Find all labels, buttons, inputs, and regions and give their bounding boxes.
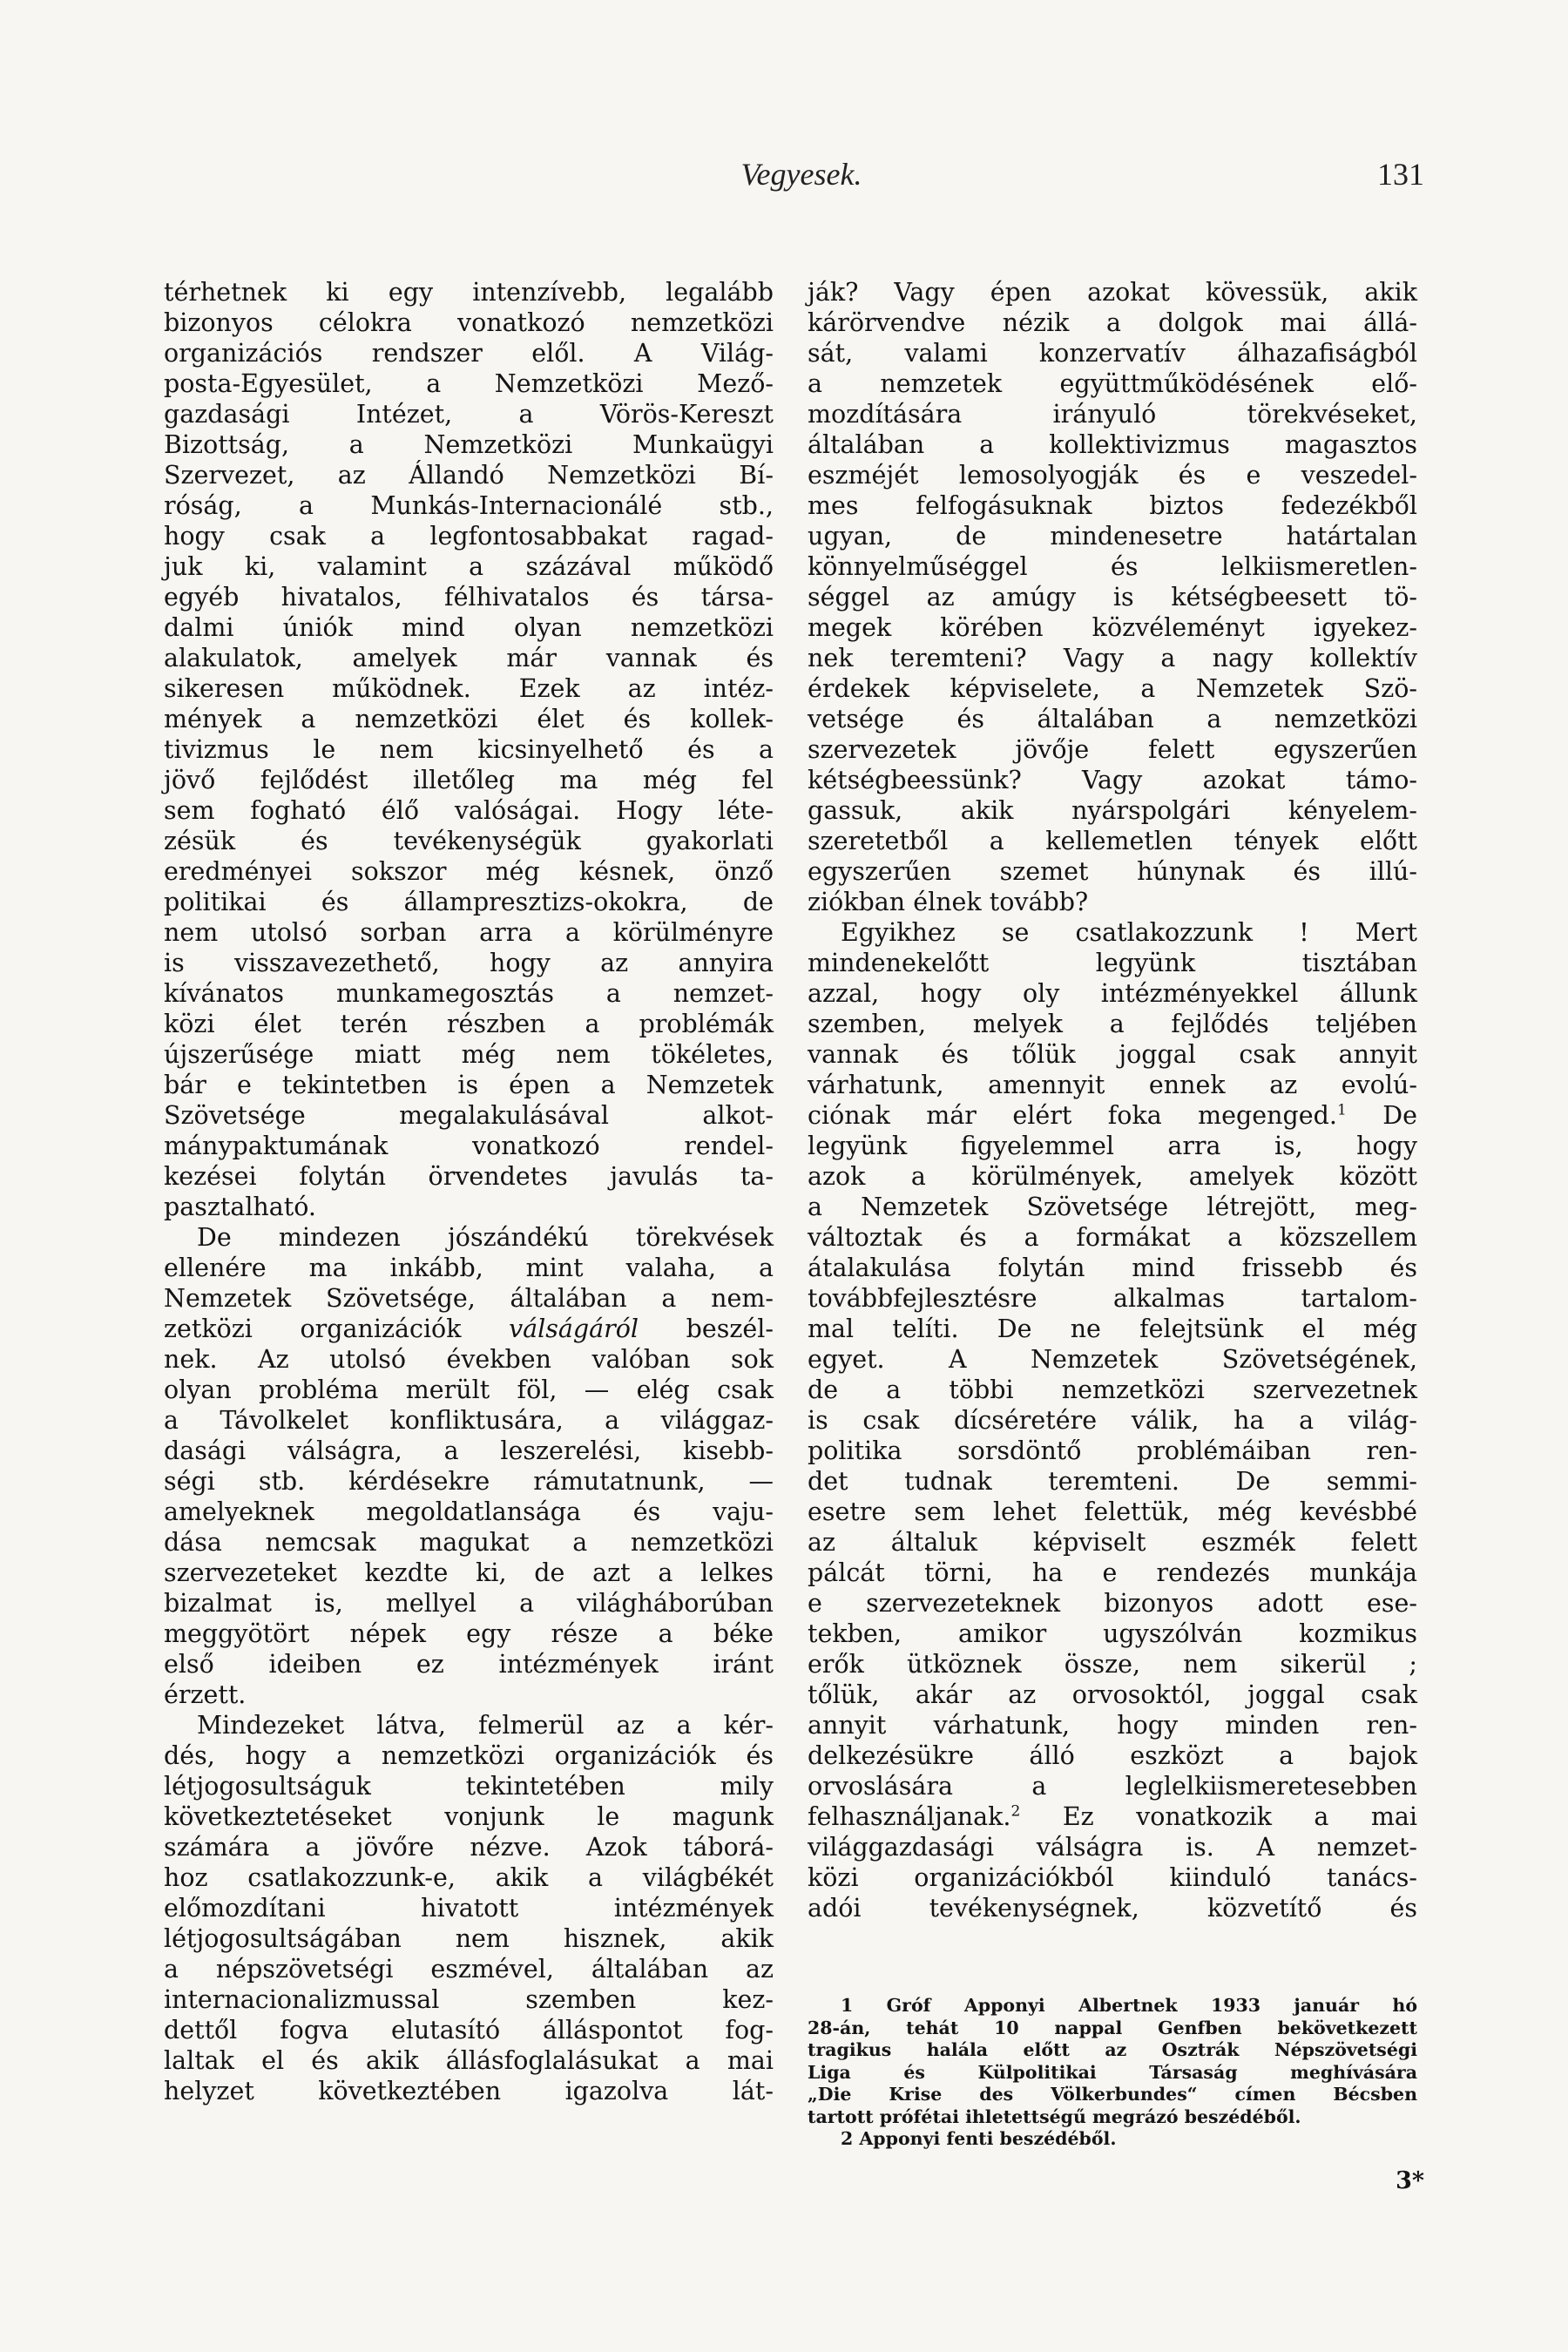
text-line: amelyeknek megoldatlansága és vaju-	[164, 1497, 774, 1526]
text-line: kívánatos munkamegosztás a nemzet-	[164, 979, 774, 1008]
text-line: gazdasági Intézet, a Vörös-Kereszt	[164, 400, 774, 429]
text-line: delkezésükre álló eszközt a bajok	[808, 1741, 1417, 1770]
text-line: posta-Egyesület, a Nemzetközi Mező-	[164, 369, 774, 398]
text-line: Egyikhez se csatlakozzunk ! Mert	[841, 918, 1417, 947]
text-line: Nemzetek Szövetsége, általában a nem-	[164, 1284, 774, 1313]
text-line: sát, valami konzervatív álhazafiságból	[808, 339, 1417, 368]
text-fragment: Ez vonatkozik a mai	[1020, 1802, 1417, 1831]
text-line: séggel az amúgy is kétségbeesett tö-	[808, 583, 1417, 612]
text-line: érzett.	[164, 1680, 247, 1709]
footnote-ref-2: 2	[1010, 1802, 1021, 1821]
text-line: a nemzetek együttműködésének elő-	[808, 369, 1417, 398]
text-line: organizációs rendszer elől. A Világ-	[164, 339, 774, 368]
text-line: pálcát törni, ha e rendezés munkája	[808, 1558, 1417, 1587]
text-line: dalmi úniók mind olyan nemzetközi	[164, 613, 774, 642]
text-line: politikai és állampresztizs-okokra, de	[164, 888, 774, 916]
italic-word: válságáról	[509, 1315, 639, 1343]
text-line: meggyötört népek egy része a béke	[164, 1619, 774, 1648]
text-line: azzal, hogy oly intézményekkel állunk	[808, 979, 1417, 1008]
text-fragment: felhasználjanak.	[808, 1802, 1011, 1831]
text-line: alakulatok, amelyek már vannak és	[164, 644, 774, 672]
text-line: sem fogható élő valóságai. Hogy léte-	[164, 796, 774, 825]
text-line: politika sorsdöntő problémáiban ren-	[808, 1436, 1417, 1465]
text-line: azok a körülmények, amelyek között	[808, 1162, 1417, 1191]
footnote-line: tragikus halála előtt az Osztrák Népszövetségi	[808, 2039, 1417, 2060]
text-line: szervezeteket kezdte ki, de azt a lelkes	[164, 1558, 774, 1587]
text-line: gassuk, akik nyárspolgári kényelem-	[808, 796, 1417, 825]
text-line: előmozdítani hivatott intézmények	[164, 1894, 774, 1923]
footnote-line: 1 Gróf Apponyi Albertnek 1933 január hó	[841, 1995, 1417, 2016]
text-fragment: ciónak már elért foka megenged.	[808, 1101, 1337, 1130]
footnote-line: tartott prófétai ihletettségű megrázó beszédéből.	[808, 2105, 1301, 2127]
text-line: bizonyos célokra vonatkozó nemzetközi	[164, 308, 774, 337]
text-line: pasztalható.	[164, 1193, 316, 1221]
text-line: mindenekelőtt legyünk tisztában	[808, 949, 1417, 977]
text-line: könnyelműséggel és lelkiismeretlen-	[808, 552, 1417, 581]
text-line: orvoslására a leglelkiismeretesebben	[808, 1772, 1417, 1801]
text-line: várhatunk, amennyit ennek az evolú-	[808, 1071, 1417, 1099]
text-line: Mindezeket látva, felmerül az a kér-	[197, 1711, 774, 1740]
text-line: dasági válságra, a leszerelési, kisebb-	[164, 1436, 774, 1465]
text-line: bár e tekintetben is épen a Nemzetek	[164, 1071, 774, 1099]
text-line: annyit várhatunk, hogy minden ren-	[808, 1711, 1417, 1740]
text-line: adói tevékenységnek, közvetítő és	[808, 1894, 1417, 1923]
text-line: tivizmus le nem kicsinyelhető és a	[164, 735, 774, 764]
text-line: dés, hogy a nemzetközi organizációk és	[164, 1741, 774, 1770]
text-line: ségi stb. kérdésekre rámutatnunk, —	[164, 1467, 774, 1496]
text-line: laltak el és akik állásfoglalásukat a mai	[164, 2046, 774, 2075]
text-line: a Nemzetek Szövetsége létrejött, meg-	[808, 1193, 1417, 1221]
text-line: vetsége és általában a nemzetközi	[808, 705, 1417, 733]
printer-signature: 3*	[1396, 2167, 1424, 2194]
footnote-line: Liga és Külpolitikai Társaság meghívására	[808, 2061, 1417, 2083]
text-line: det tudnak teremteni. De semmi-	[808, 1467, 1417, 1496]
footnote-ref-1: 1	[1336, 1101, 1347, 1119]
text-line: erők ütköznek össze, nem sikerül ;	[808, 1650, 1417, 1679]
text-line: változtak és a formákat a közszellem	[808, 1223, 1417, 1252]
text-line: ellenére ma inkább, mint valaha, a	[164, 1254, 774, 1282]
text-line: létjogosultságában nem hisznek, akik	[164, 1924, 774, 1953]
text-line: vannak és tőlük joggal csak annyit	[808, 1040, 1417, 1069]
text-line: szervezetek jövője felett egyszerűen	[808, 735, 1417, 764]
text-line: átalakulása folytán mind frissebb és	[808, 1254, 1417, 1282]
text-line: Szövetsége megalakulásával alkot-	[164, 1101, 774, 1130]
text-line: térhetnek ki egy intenzívebb, legalább	[164, 278, 774, 307]
text-line: olyan probléma merült föl, — elég csak	[164, 1375, 774, 1404]
text-line: mánypaktumának vonatkozó rendel-	[164, 1132, 774, 1160]
text-line: kezései folytán örvendetes javulás ta-	[164, 1162, 774, 1191]
text-line: hogy csak a legfontosabbakat ragad-	[164, 522, 774, 551]
text-line: dettől fogva elutasító álláspontot fog-	[164, 2016, 774, 2044]
text-line: újszerűsége miatt még nem tökéletes,	[164, 1040, 774, 1069]
text-line: róság, a Munkás-Internacionálé stb.,	[164, 491, 774, 520]
text-line	[808, 1100, 1417, 1131]
footnotes	[808, 1995, 1417, 2151]
text-line: általában a kollektivizmus magasztos	[808, 430, 1417, 459]
text-line: a népszövetségi eszmével, általában az	[164, 1955, 774, 1984]
text-line: mozdítására irányuló törekvéseket,	[808, 400, 1417, 429]
text-line: nek teremteni? Vagy a nagy kollektív	[808, 644, 1417, 672]
text-line: érdekek képviselete, a Nemzetek Szö-	[808, 674, 1417, 703]
text-line	[164, 1314, 774, 1344]
text-line: hoz csatlakozzunk-e, akik a világbékét	[164, 1863, 774, 1892]
text-line: internacionalizmussal szemben kez-	[164, 1985, 774, 2014]
text-fragment: De	[1346, 1101, 1417, 1130]
text-line: mes felfogásuknak biztos fedezékből	[808, 491, 1417, 520]
text-line: sikeresen működnek. Ezek az intéz-	[164, 674, 774, 703]
text-line: közi organizációkból kiinduló tanács-	[808, 1863, 1417, 1892]
text-line: nem utolsó sorban arra a körülményre	[164, 918, 774, 947]
text-line: következtetéseket vonjunk le magunk	[164, 1802, 774, 1831]
text-line: Bizottság, a Nemzetközi Munkaügyi	[164, 430, 774, 459]
text-line: egyszerűen szemet húnynak és illú-	[808, 857, 1417, 886]
text-line: ugyan, de mindenesetre határtalan	[808, 522, 1417, 551]
text-line: eszméjét lemosolyogják és e veszedel-	[808, 461, 1417, 490]
text-line: nek. Az utolsó években valóban sok	[164, 1345, 774, 1374]
text-line: mal telíti. De ne felejtsünk el még	[808, 1315, 1417, 1343]
text-line: ziókban élnek tovább?	[808, 888, 1089, 916]
text-line: közi élet terén részben a problémák	[164, 1010, 774, 1038]
text-line: eredményei sokszor még késnek, önző	[164, 857, 774, 886]
text-line: létjogosultságuk tekintetében mily	[164, 1772, 774, 1801]
text-line: helyzet következtében igazolva lát-	[164, 2077, 774, 2105]
text-line: ják? Vagy épen azokat kövessük, akik	[808, 278, 1417, 307]
text-line: e szervezeteknek bizonyos adott ese-	[808, 1589, 1417, 1618]
text-line: kárörvendve nézik a dolgok mai állá-	[808, 308, 1417, 337]
text-line	[808, 1801, 1417, 1832]
text-line: megek körében közvéleményt igyekez-	[808, 613, 1417, 642]
text-line: számára a jövőre nézve. Azok táborá-	[164, 1833, 774, 1862]
text-fragment: beszél-	[639, 1315, 774, 1343]
right-column	[808, 277, 1417, 1923]
text-line: a Távolkelet konfliktusára, a világgaz-	[164, 1406, 774, 1435]
text-line: juk ki, valamint a százával működő	[164, 552, 774, 581]
text-line: egyéb hivatalos, félhivatalos és társa-	[164, 583, 774, 612]
text-line: esetre sem lehet felettük, még kevésbbé	[808, 1497, 1417, 1526]
text-line: első ideiben ez intézmények iránt	[164, 1650, 774, 1679]
text-line: világgazdasági válságra is. A nemzet-	[808, 1833, 1417, 1862]
text-line: az általuk képviselt eszmék felett	[808, 1528, 1417, 1557]
footnote-line: 28-án, tehát 10 nappal Genfben bekövetkezett	[808, 2017, 1417, 2038]
text-line: De mindezen jószándékú törekvések	[197, 1223, 774, 1252]
page-number: 131	[1377, 157, 1424, 192]
text-line: legyünk figyelemmel arra is, hogy	[808, 1132, 1417, 1160]
text-line: tőlük, akár az orvosoktól, joggal csak	[808, 1680, 1417, 1709]
running-header: Vegyesek.	[740, 157, 862, 192]
text-line: továbbfejlesztésre alkalmas tartalom-	[808, 1284, 1417, 1313]
text-line: szeretetből a kellemetlen tények előtt	[808, 827, 1417, 855]
text-line: mények a nemzetközi élet és kollek-	[164, 705, 774, 733]
text-line: jövő fejlődést illetőleg ma még fel	[164, 766, 774, 794]
text-line: Szervezet, az Állandó Nemzetközi Bí-	[164, 461, 774, 490]
text-line: bizalmat is, mellyel a világháborúban	[164, 1589, 774, 1618]
text-line: kétségbeessünk? Vagy azokat támo-	[808, 766, 1417, 794]
text-line: is visszavezethető, hogy az annyira	[164, 949, 774, 977]
left-column	[164, 277, 774, 2106]
text-line: dása nemcsak magukat a nemzetközi	[164, 1528, 774, 1557]
text-line: szemben, melyek a fejlődés teljében	[808, 1010, 1417, 1038]
text-line: egyet. A Nemzetek Szövetségének,	[808, 1345, 1417, 1374]
text-line: zésük és tevékenységük gyakorlati	[164, 827, 774, 855]
text-fragment: zetközi organizációk	[164, 1315, 510, 1343]
text-line: de a többi nemzetközi szervezetnek	[808, 1375, 1417, 1404]
text-line: tekben, amikor ugyszólván kozmikus	[808, 1619, 1417, 1648]
footnote-line: 2 Apponyi fenti beszédéből.	[841, 2128, 1117, 2149]
footnote-line: „Die Krise des Völkerbundes“ címen Bécsben	[808, 2084, 1417, 2105]
text-line: is csak dícséretére válik, ha a világ-	[808, 1406, 1417, 1435]
